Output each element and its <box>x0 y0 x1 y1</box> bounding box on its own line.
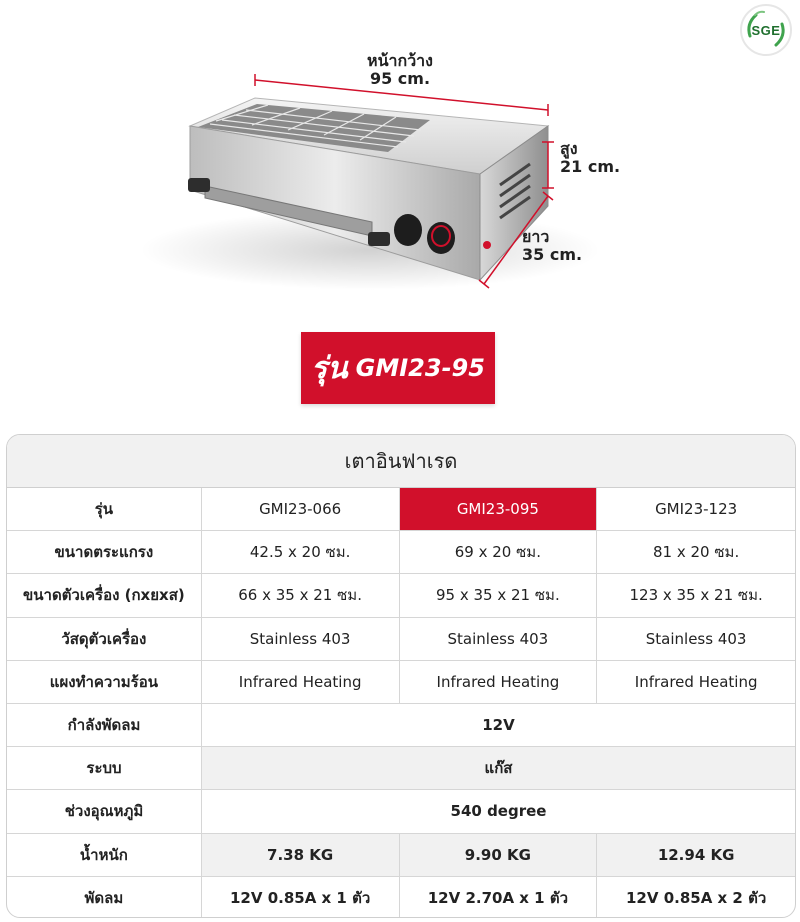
row-label: ขนาดตัวเครื่อง (กxยxส) <box>7 574 202 616</box>
depth-dimension-label <box>522 228 582 264</box>
table-cell: 95 x 35 x 21 ซม. <box>400 574 598 616</box>
badge-model: GMI23-95 <box>355 354 485 382</box>
table-cell: GMI23-066 <box>202 488 400 530</box>
table-cell: 9.90 KG <box>400 834 598 876</box>
row-label: แผงทำความร้อน <box>7 661 202 703</box>
model-badge <box>301 332 495 404</box>
table-cell-merged: แก๊ส <box>202 747 795 789</box>
table-cell: Stainless 403 <box>645 629 747 648</box>
row-label: วัสดุตัวเครื่อง <box>7 618 202 660</box>
table-row-grill-size <box>7 531 795 574</box>
width-label: หน้ากว้าง <box>367 51 433 70</box>
row-label: ช่วงอุณหภูมิ <box>7 790 202 832</box>
row-label: กำลังพัดลม <box>7 704 202 746</box>
table-row-weight <box>7 834 795 877</box>
height-value: 21 cm. <box>560 157 621 176</box>
row-label: รุ่น <box>7 488 202 530</box>
table-row-material <box>7 618 795 661</box>
row-label: น้ำหนัก <box>7 834 202 876</box>
table-cell: GMI23-123 <box>655 500 738 519</box>
table-cell-merged: 12V <box>482 716 515 735</box>
depth-label: ยาว <box>522 227 550 246</box>
table-cell-highlighted: GMI23-095 <box>400 488 598 530</box>
table-cell: Stainless 403 <box>400 618 598 660</box>
logo-text: SGE <box>751 22 781 38</box>
table-cell: Infrared Heating <box>634 672 758 691</box>
table-cell: Infrared Heating <box>400 661 598 703</box>
row-label: ระบบ <box>7 747 202 789</box>
table-cell: Infrared Heating <box>202 661 400 703</box>
spec-table <box>6 434 796 918</box>
table-row-fan-power <box>7 704 795 747</box>
row-label: ขนาดตระแกรง <box>7 531 202 573</box>
table-cell: 123 x 35 x 21 ซม. <box>629 586 763 605</box>
table-cell: 66 x 35 x 21 ซม. <box>202 574 400 616</box>
height-label: สูง <box>560 139 578 158</box>
product-illustration <box>0 0 800 320</box>
table-cell: 12V 2.70A x 1 ตัว <box>400 877 598 918</box>
grill-image <box>0 0 800 320</box>
table-cell-merged: 540 degree <box>450 802 547 821</box>
table-row-system <box>7 747 795 790</box>
table-row-model <box>7 488 795 531</box>
table-cell: 69 x 20 ซม. <box>400 531 598 573</box>
table-cell: 81 x 20 ซม. <box>653 543 740 562</box>
table-cell: Stainless 403 <box>202 618 400 660</box>
width-dimension-label <box>340 52 460 88</box>
depth-value: 35 cm. <box>522 245 583 264</box>
width-value: 95 cm. <box>369 69 431 88</box>
table-title: เตาอินฟาเรด <box>7 435 795 488</box>
table-row-fan <box>7 877 795 918</box>
table-cell: 42.5 x 20 ซม. <box>202 531 400 573</box>
table-cell: 12V 0.85A x 2 ตัว <box>625 889 767 908</box>
table-cell: 7.38 KG <box>202 834 400 876</box>
height-dimension-label <box>560 140 620 176</box>
table-cell: 12V 0.85A x 1 ตัว <box>202 877 400 918</box>
table-row-heater <box>7 661 795 704</box>
row-label: พัดลม <box>7 877 202 918</box>
badge-prefix: รุ่น <box>311 350 348 386</box>
table-cell: 12.94 KG <box>597 834 795 876</box>
table-row-temperature <box>7 790 795 833</box>
table-row-body-size <box>7 574 795 617</box>
